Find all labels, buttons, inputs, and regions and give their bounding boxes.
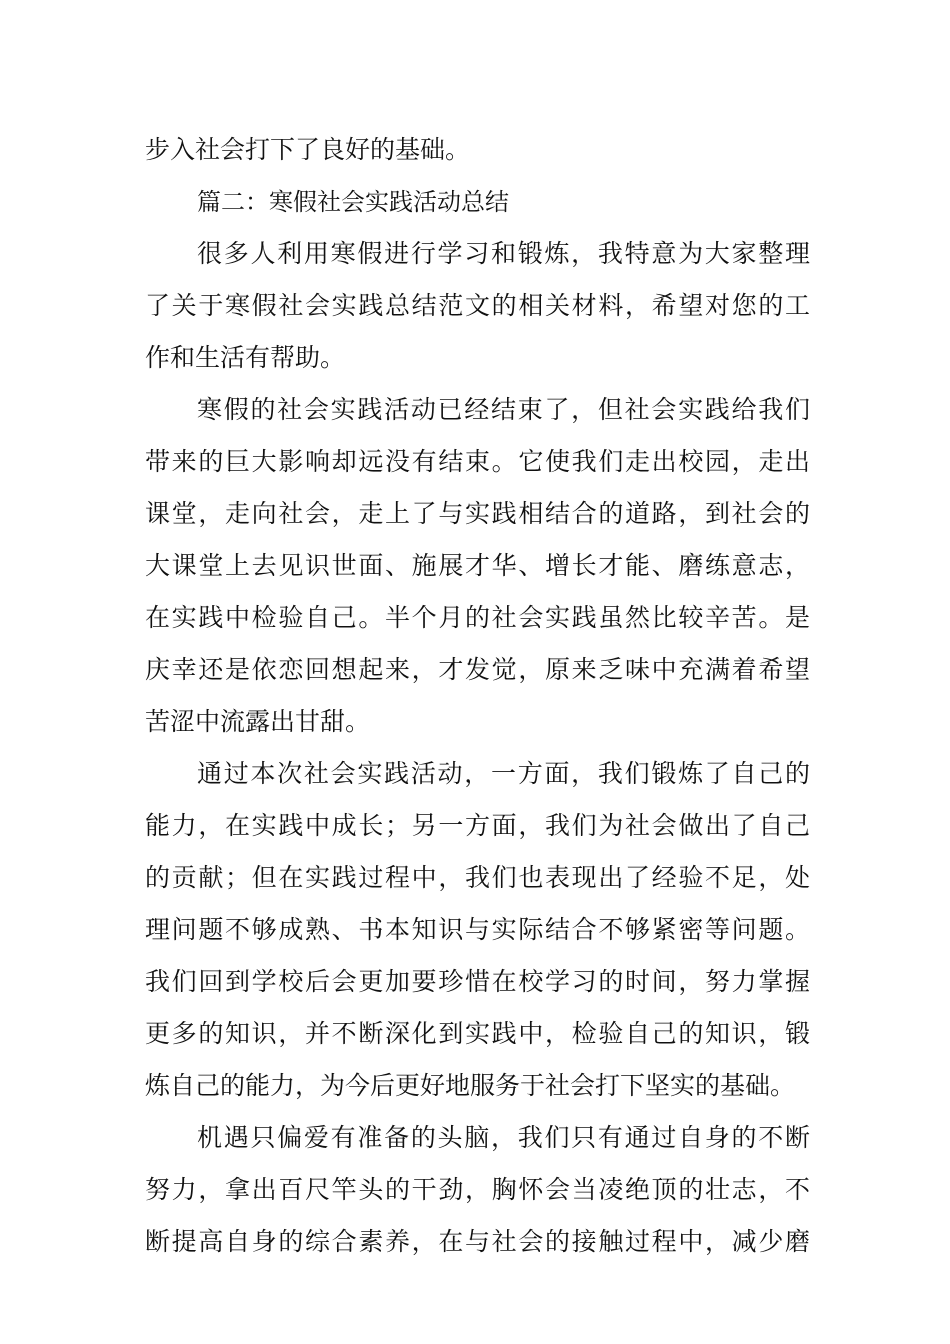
text-line: 带来的巨大影响却远没有结束。它使我们走出校园，走出	[145, 447, 810, 476]
text-line: 努力，拿出百尺竿头的干劲，胸怀会当凌绝顶的壮志，不	[145, 1175, 810, 1204]
text-line: 了关于寒假社会实践总结范文的相关材料，希望对您的工	[145, 291, 810, 320]
text-line: 苦涩中流露出甘甜。	[145, 707, 371, 736]
text-line: 通过本次社会实践活动，一方面，我们锻炼了自己的	[197, 759, 810, 788]
text-line: 很多人利用寒假进行学习和锻炼，我特意为大家整理	[197, 239, 810, 268]
text-line: 大课堂上去见识世面、施展才华、增长才能、磨练意志，	[145, 551, 810, 580]
section-heading: 篇二：寒假社会实践活动总结	[197, 188, 509, 216]
text-line: 更多的知识，并不断深化到实践中，检验自己的知识，锻	[145, 1019, 810, 1048]
text-line: 的贡献；但在实践过程中，我们也表现出了经验不足，处	[145, 863, 810, 892]
text-line: 机遇只偏爱有准备的头脑，我们只有通过自身的不断	[197, 1123, 810, 1152]
text-line: 我们回到学校后会更加要珍惜在校学习的时间，努力掌握	[145, 967, 810, 996]
text-line: 寒假的社会实践活动已经结束了，但社会实践给我们	[197, 395, 810, 424]
text-line: 炼自己的能力，为今后更好地服务于社会打下坚实的基础。	[145, 1071, 796, 1100]
text-line: 庆幸还是依恋回想起来，才发觉，原来乏味中充满着希望	[145, 655, 810, 684]
text-line: 在实践中检验自己。半个月的社会实践虽然比较辛苦。是	[145, 603, 810, 632]
text-line: 课堂，走向社会，走上了与实践相结合的道路，到社会的	[145, 499, 810, 528]
text-line: 作和生活有帮助。	[145, 343, 346, 372]
text-line: 能力，在实践中成长；另一方面，我们为社会做出了自己	[145, 811, 810, 840]
text-line: 理问题不够成熟、书本知识与实际结合不够紧密等问题。	[145, 915, 810, 944]
text-line: 步入社会打下了良好的基础。	[145, 135, 471, 164]
text-line: 断提高自身的综合素养，在与社会的接触过程中，减少磨	[145, 1227, 810, 1256]
document-body	[145, 124, 810, 1268]
